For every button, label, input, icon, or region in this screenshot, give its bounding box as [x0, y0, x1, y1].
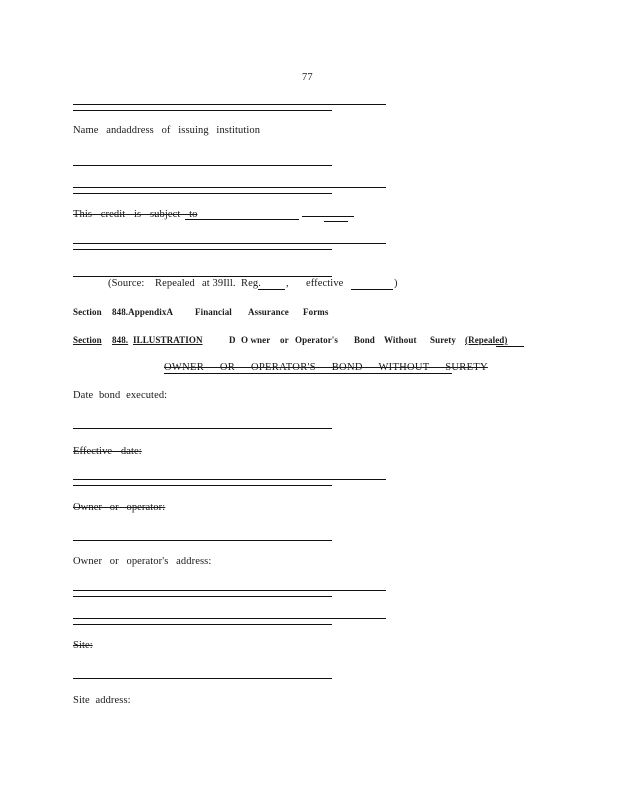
credit-subject-label: This credit is subject to: [73, 209, 198, 220]
effective-date-label: Effective date:: [73, 446, 142, 457]
illustration-owner: O wner: [241, 335, 271, 345]
illustration-or: or: [280, 335, 289, 345]
blank-line: [73, 485, 332, 486]
owner-address-label: Owner or operator's address:: [73, 556, 212, 567]
source-note-close: ): [394, 278, 398, 289]
illustration-bond: Bond: [354, 335, 375, 345]
underline: [496, 346, 524, 347]
appendix-title-financial: Financial: [195, 307, 232, 317]
blank-line: [73, 243, 386, 244]
illustration-repealed: (Repealed): [465, 335, 508, 345]
appendix-section-number: 848.AppendixA: [112, 307, 174, 317]
illustration-word: ILLUSTRATION: [133, 335, 203, 345]
blank-line: [73, 104, 386, 105]
illustration-section-number: 848.: [112, 335, 129, 345]
blank-line: [73, 618, 386, 619]
blank-line: [73, 678, 332, 679]
owner-or-operator-label: Owner or operator:: [73, 502, 166, 513]
page-number: 77: [302, 72, 313, 83]
appendix-title-assurance: Assurance: [248, 307, 289, 317]
illustration-letter: D: [229, 335, 236, 345]
credit-subject-line: [73, 209, 197, 220]
illustration-section-word: Section: [73, 335, 102, 345]
form-title: OWNER OR OPERATOR'S BOND WITHOUT SURETY: [164, 362, 488, 373]
blank-line: [73, 428, 332, 429]
source-note-comma: ,: [286, 278, 289, 289]
blank-line: [73, 590, 386, 591]
source-note-source: (Source:: [108, 278, 145, 289]
blank-line: [73, 187, 386, 188]
blank-line: [73, 540, 332, 541]
blank-line: [258, 289, 285, 290]
blank-line: [73, 276, 332, 277]
illustration-surety: Surety: [430, 335, 456, 345]
appendix-title-forms: Forms: [303, 307, 329, 317]
date-bond-executed-label: Date bond executed:: [73, 390, 168, 401]
source-note-at: at 39Ill.: [202, 278, 236, 289]
blank-line: [164, 373, 452, 374]
blank-line: [73, 165, 332, 166]
blank-line: [73, 596, 332, 597]
illustration-operators: Operator's: [295, 335, 338, 345]
blank-line: [73, 193, 332, 194]
blank-line: [73, 249, 332, 250]
blank-line: [73, 479, 386, 480]
issuing-institution-label: Name andaddress of issuing institution: [73, 125, 261, 136]
blank-line: [185, 219, 299, 220]
blank-line: [73, 110, 332, 111]
site-address-label: Site address:: [73, 695, 131, 706]
blank-line: [302, 216, 354, 217]
site-label: Site:: [73, 640, 93, 651]
blank-line: [324, 221, 348, 222]
illustration-without: Without: [384, 335, 417, 345]
source-note-reg: Reg.: [241, 278, 261, 289]
source-note-repealed: Repealed: [155, 278, 195, 289]
blank-line: [73, 624, 332, 625]
appendix-section-word: Section: [73, 307, 102, 317]
blank-line: [351, 289, 393, 290]
source-note-effective: effective: [306, 278, 344, 289]
